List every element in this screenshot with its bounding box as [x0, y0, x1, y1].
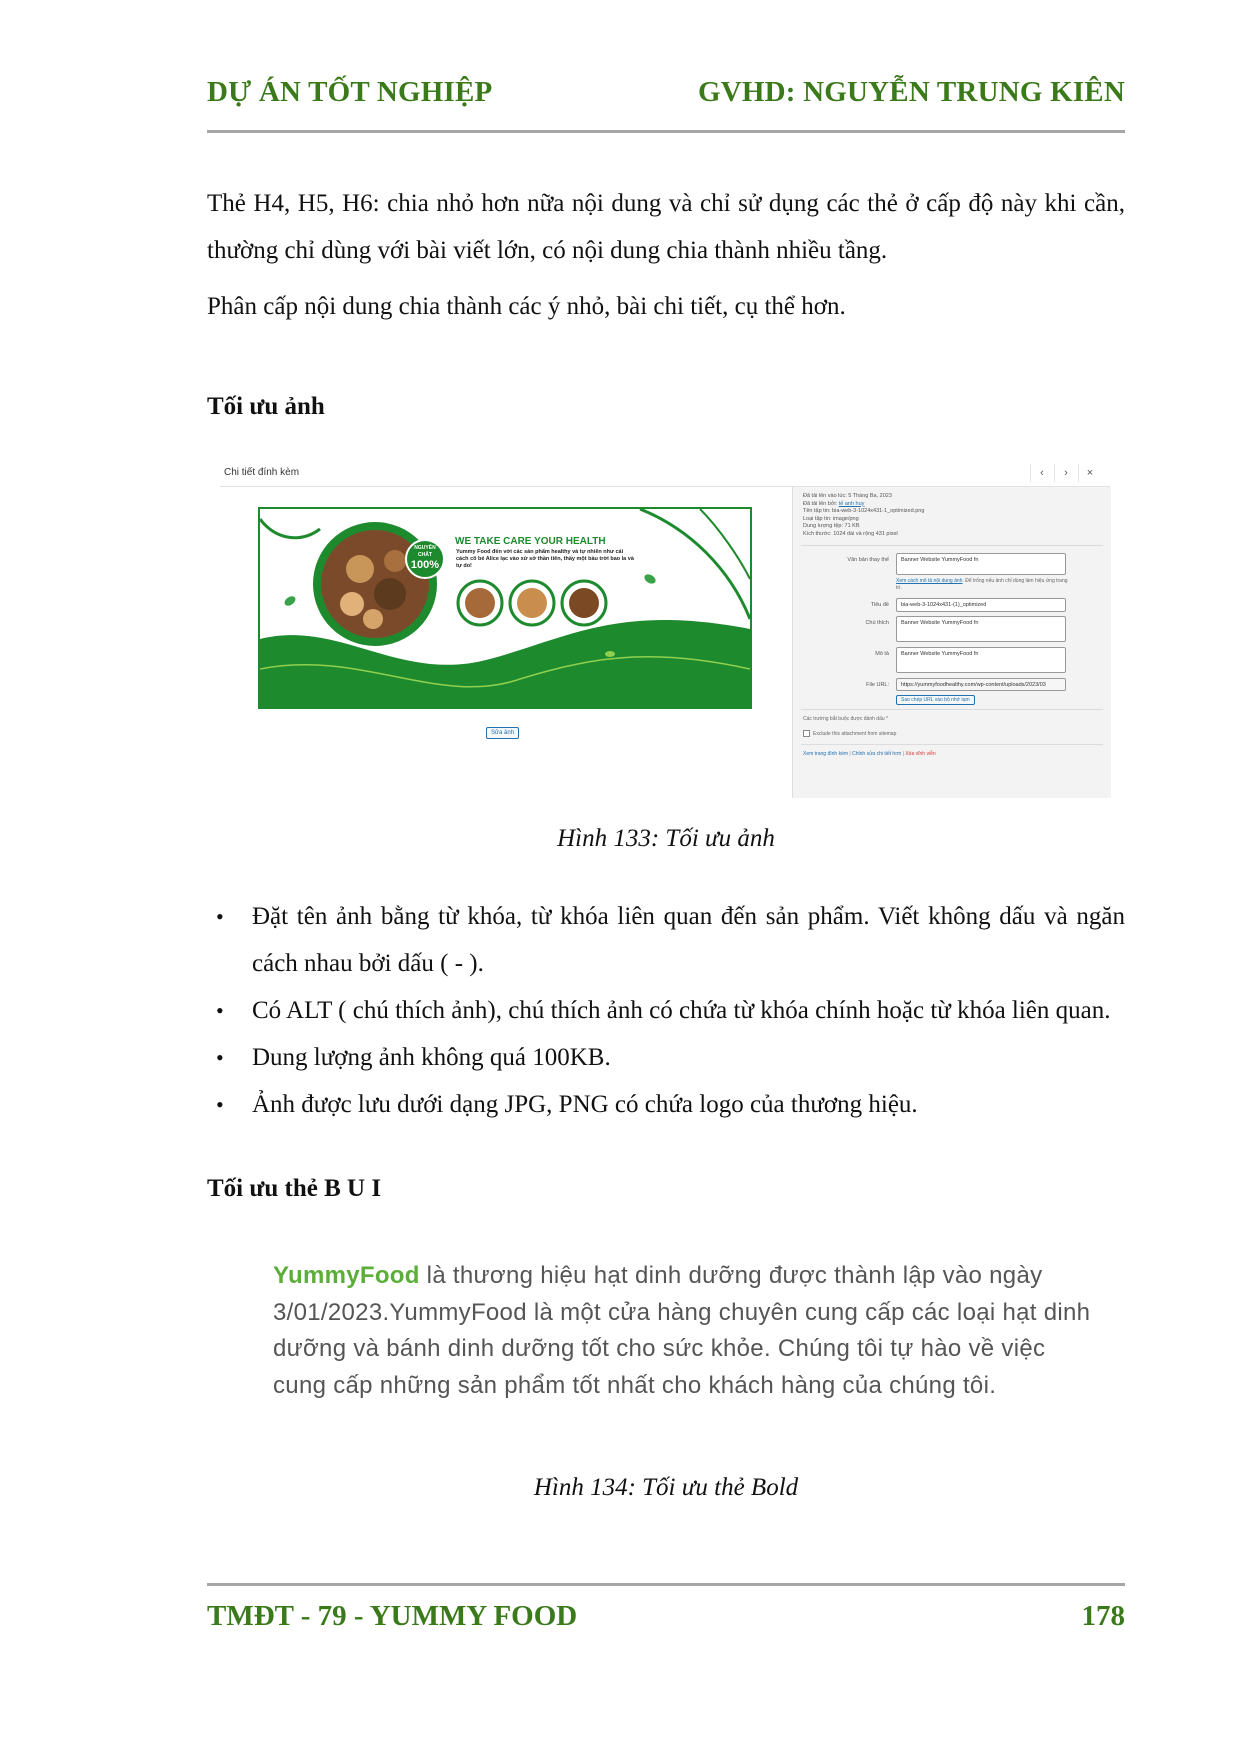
attachment-actions: Xem trang đính kèm | Chỉnh sửa chi tiết hơn | Xóa vĩnh viễn [803, 751, 936, 757]
banner-graphic [260, 509, 750, 707]
image-optimization-list [207, 893, 1125, 1128]
required-fields-note: Các trường bắt buộc được đánh dấu * [803, 716, 888, 722]
meta-file-type: Loại tập tin: image/png [803, 515, 859, 522]
meta-uploaded-on: Đã tải lên vào lúc: 5 Tháng Ba, 2023 [803, 493, 892, 499]
view-attachment-link[interactable]: Xem trang đính kèm [803, 751, 849, 757]
caption-field[interactable]: Banner Website YummyFood fn [896, 616, 1066, 642]
alt-text-label: Văn bản thay thế [847, 557, 889, 563]
title-field[interactable]: bia-web-3-1024x431-(1)_optimized [896, 598, 1066, 612]
file-url-field[interactable]: https://yummyfoodhealthy.com/wp-content/uploads/2023/03 [896, 678, 1066, 691]
caption-label: Chú thích [865, 620, 889, 626]
badge-line1: NGUYÊN [414, 545, 436, 551]
edit-image-button[interactable]: Sửa ảnh [486, 727, 519, 739]
description-field[interactable]: Banner Website YummyFood fn [896, 647, 1066, 673]
title-label: Tiêu đề [870, 602, 889, 608]
banner-headline: WE TAKE CARE YOUR HEALTH [455, 536, 606, 547]
figure-134-caption: Hình 134: Tối ưu thẻ Bold [533, 1474, 799, 1501]
header-supervisor: GVHD: NGUYỄN TRUNG KIÊN [697, 76, 1125, 108]
list-item: • Có ALT ( chú thích ảnh), chú thích ảnh có chứa từ khóa chính hoặc từ khóa liên quan. [216, 997, 1111, 1024]
copy-url-button[interactable]: Sao chép URL vào bộ nhớ tạm [896, 695, 975, 705]
footer-team: TMĐT - 79 - YUMMY FOOD [207, 1600, 578, 1632]
alt-text-help: Xem cách mô tả nội dung ảnh. Để trống nếu ảnh chỉ dùng làm hiệu ứng trang trí. [896, 578, 1068, 591]
header-project-title: DỰ ÁN TỐT NGHIỆP [207, 76, 493, 108]
edit-details-link[interactable]: Chỉnh sửa chi tiết hơn [852, 751, 902, 757]
list-item: • Đặt tên ảnh bằng từ khóa, từ khóa liên quan đến sản phẩm. Viết không dấu và ngăn cách nhau bởi dấu ( - ). [216, 903, 1125, 977]
exclude-sitemap-row [803, 730, 896, 737]
list-item: • Ảnh được lưu dưới dạng JPG, PNG có chứa logo của thương hiệu. [216, 1091, 918, 1118]
description-label: Mô tả [875, 651, 889, 657]
attachment-details-panel [792, 487, 1111, 798]
previous-icon[interactable]: ‹ [1030, 464, 1053, 482]
section-heading-image-optimization: Tối ưu ảnh [207, 393, 325, 420]
page-footer [207, 1583, 1125, 1632]
dialog-titlebar [220, 460, 1110, 487]
next-icon[interactable]: › [1054, 464, 1077, 482]
attachment-details-screenshot [220, 460, 1110, 798]
brand-bold-text: YummyFood [273, 1262, 420, 1289]
delete-permanently-link[interactable]: Xóa vĩnh viễn [905, 751, 936, 757]
file-url-label: File URL: [866, 682, 889, 688]
paragraph-hierarchy: Phân cấp nội dung chia thành các ý nhỏ, bài chi tiết, cụ thể hơn. [207, 293, 846, 320]
divider [801, 545, 1103, 546]
page-number: 178 [1081, 1600, 1125, 1632]
divider [801, 744, 1103, 745]
divider [801, 709, 1103, 710]
meta-file-name: Tên tập tin: bia-web-3-1024x431-1_optimized.png [803, 508, 925, 514]
image-preview [220, 487, 791, 798]
alt-help-link[interactable]: Xem cách mô tả nội dung ảnh [896, 578, 963, 584]
section-heading-bui-tags: Tối ưu thẻ B U I [207, 1175, 382, 1202]
dialog-title: Chi tiết đính kèm [224, 467, 300, 478]
meta-dimensions: Kích thước: 1024 dài và rộng 431 pixel [803, 530, 898, 537]
badge-line2: CHẤT [418, 552, 432, 558]
badge-percent: 100% [410, 559, 440, 571]
file-meta [803, 493, 924, 538]
figure-133-caption: Hình 133: Tối ưu ảnh [557, 825, 775, 852]
page-header [207, 70, 1125, 133]
list-item: • Dung lượng ảnh không quá 100KB. [216, 1044, 611, 1071]
exclude-sitemap-label: Exclude this attachment from sitemap [813, 730, 897, 737]
banner-tagline: Yummy Food đến với các sản phẩm healthy và tự nhiên như cái cách cô bé Alice lạc vào xứ sở thần tiên, thấy một bầu trời bao la và tự do! [456, 549, 634, 569]
paragraph-h4-h6: Thẻ H4, H5, H6: chia nhỏ hơn nữa nội dung và chỉ sử dụng các thẻ ở cấp độ này khi cần, thường chỉ dùng với bài viết lớn, có nội dung chia thành nhiều tầng. [207, 190, 1125, 264]
exclude-sitemap-checkbox[interactable] [803, 730, 810, 737]
meta-uploaded-by: Đã tải lên bởi: tế anh huy [803, 500, 865, 507]
uploader-link[interactable]: tế anh huy [838, 500, 865, 507]
example-body-text: là thương hiệu hạt dinh dưỡng được thành lập vào ngày 3/01/2023.YummyFood là một cửa hàng chuyên cung cấp các loại hạt dinh dưỡng và bánh dinh dưỡng tốt cho sức khỏe. Chúng tôi tự hào về việc cung cấp những sản phẩm tốt nhất cho khách hàng của chúng tôi. [273, 1262, 1091, 1399]
yummyfood-banner-image [258, 507, 752, 709]
alt-text-field[interactable]: Banner Website YummyFood fn [896, 553, 1066, 575]
meta-file-size: Dung lượng tệp: 71 KB [803, 523, 860, 529]
close-icon[interactable]: × [1078, 464, 1101, 482]
bold-tag-example [273, 1258, 1093, 1404]
